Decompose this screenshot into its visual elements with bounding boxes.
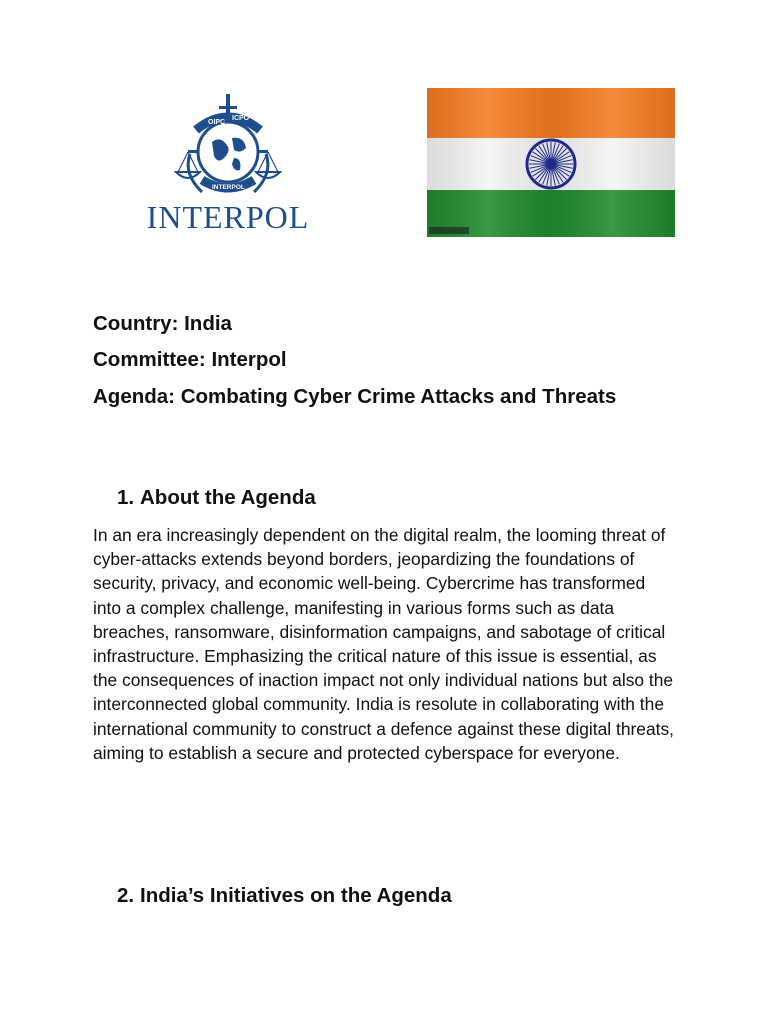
section-number: 1. bbox=[117, 486, 135, 509]
section-title: About the Agenda bbox=[140, 486, 316, 509]
india-flag-icon bbox=[427, 88, 675, 237]
seal-text-oipc: OIPC bbox=[208, 119, 226, 126]
section-body-about: In an era increasingly dependent on the digital realm, the looming threat of cyber-attacks extends beyond borders, jeopardizing the foundations of security, privacy, and economic well-being. Cybercrime has transformed into a complex challenge, manifesting in various forms such as data breaches, ransomware, disinformation campaigns, and sabotage of critical infrastructure. Emphasizing the critical nature of this issue is essential, as the consequences of inaction impact not only individual nations but also the interconnected global community. India is resolute in collaborating with the international community to construct a defence against these digital threats, aiming to establish a secure and protected cyberspace for everyone. bbox=[93, 525, 674, 763]
section-title: India’s Initiatives on the Agenda bbox=[140, 884, 452, 907]
agenda-line: Agenda: Combating Cyber Crime Attacks and Threats bbox=[93, 385, 617, 408]
seal-text-interpol: INTERPOL bbox=[212, 184, 245, 191]
interpol-logo bbox=[128, 92, 328, 238]
section-heading-initiatives bbox=[117, 882, 452, 910]
interpol-emblem-icon bbox=[128, 92, 328, 238]
seal-text-icpo: ICPO bbox=[232, 115, 250, 122]
india-flag bbox=[427, 88, 675, 237]
section-heading-about bbox=[117, 484, 316, 512]
country-line: Country: India bbox=[93, 312, 232, 335]
interpol-wordmark: INTERPOL bbox=[146, 199, 310, 235]
committee-line: Committee: Interpol bbox=[93, 348, 287, 371]
section-number: 2. bbox=[117, 884, 135, 907]
